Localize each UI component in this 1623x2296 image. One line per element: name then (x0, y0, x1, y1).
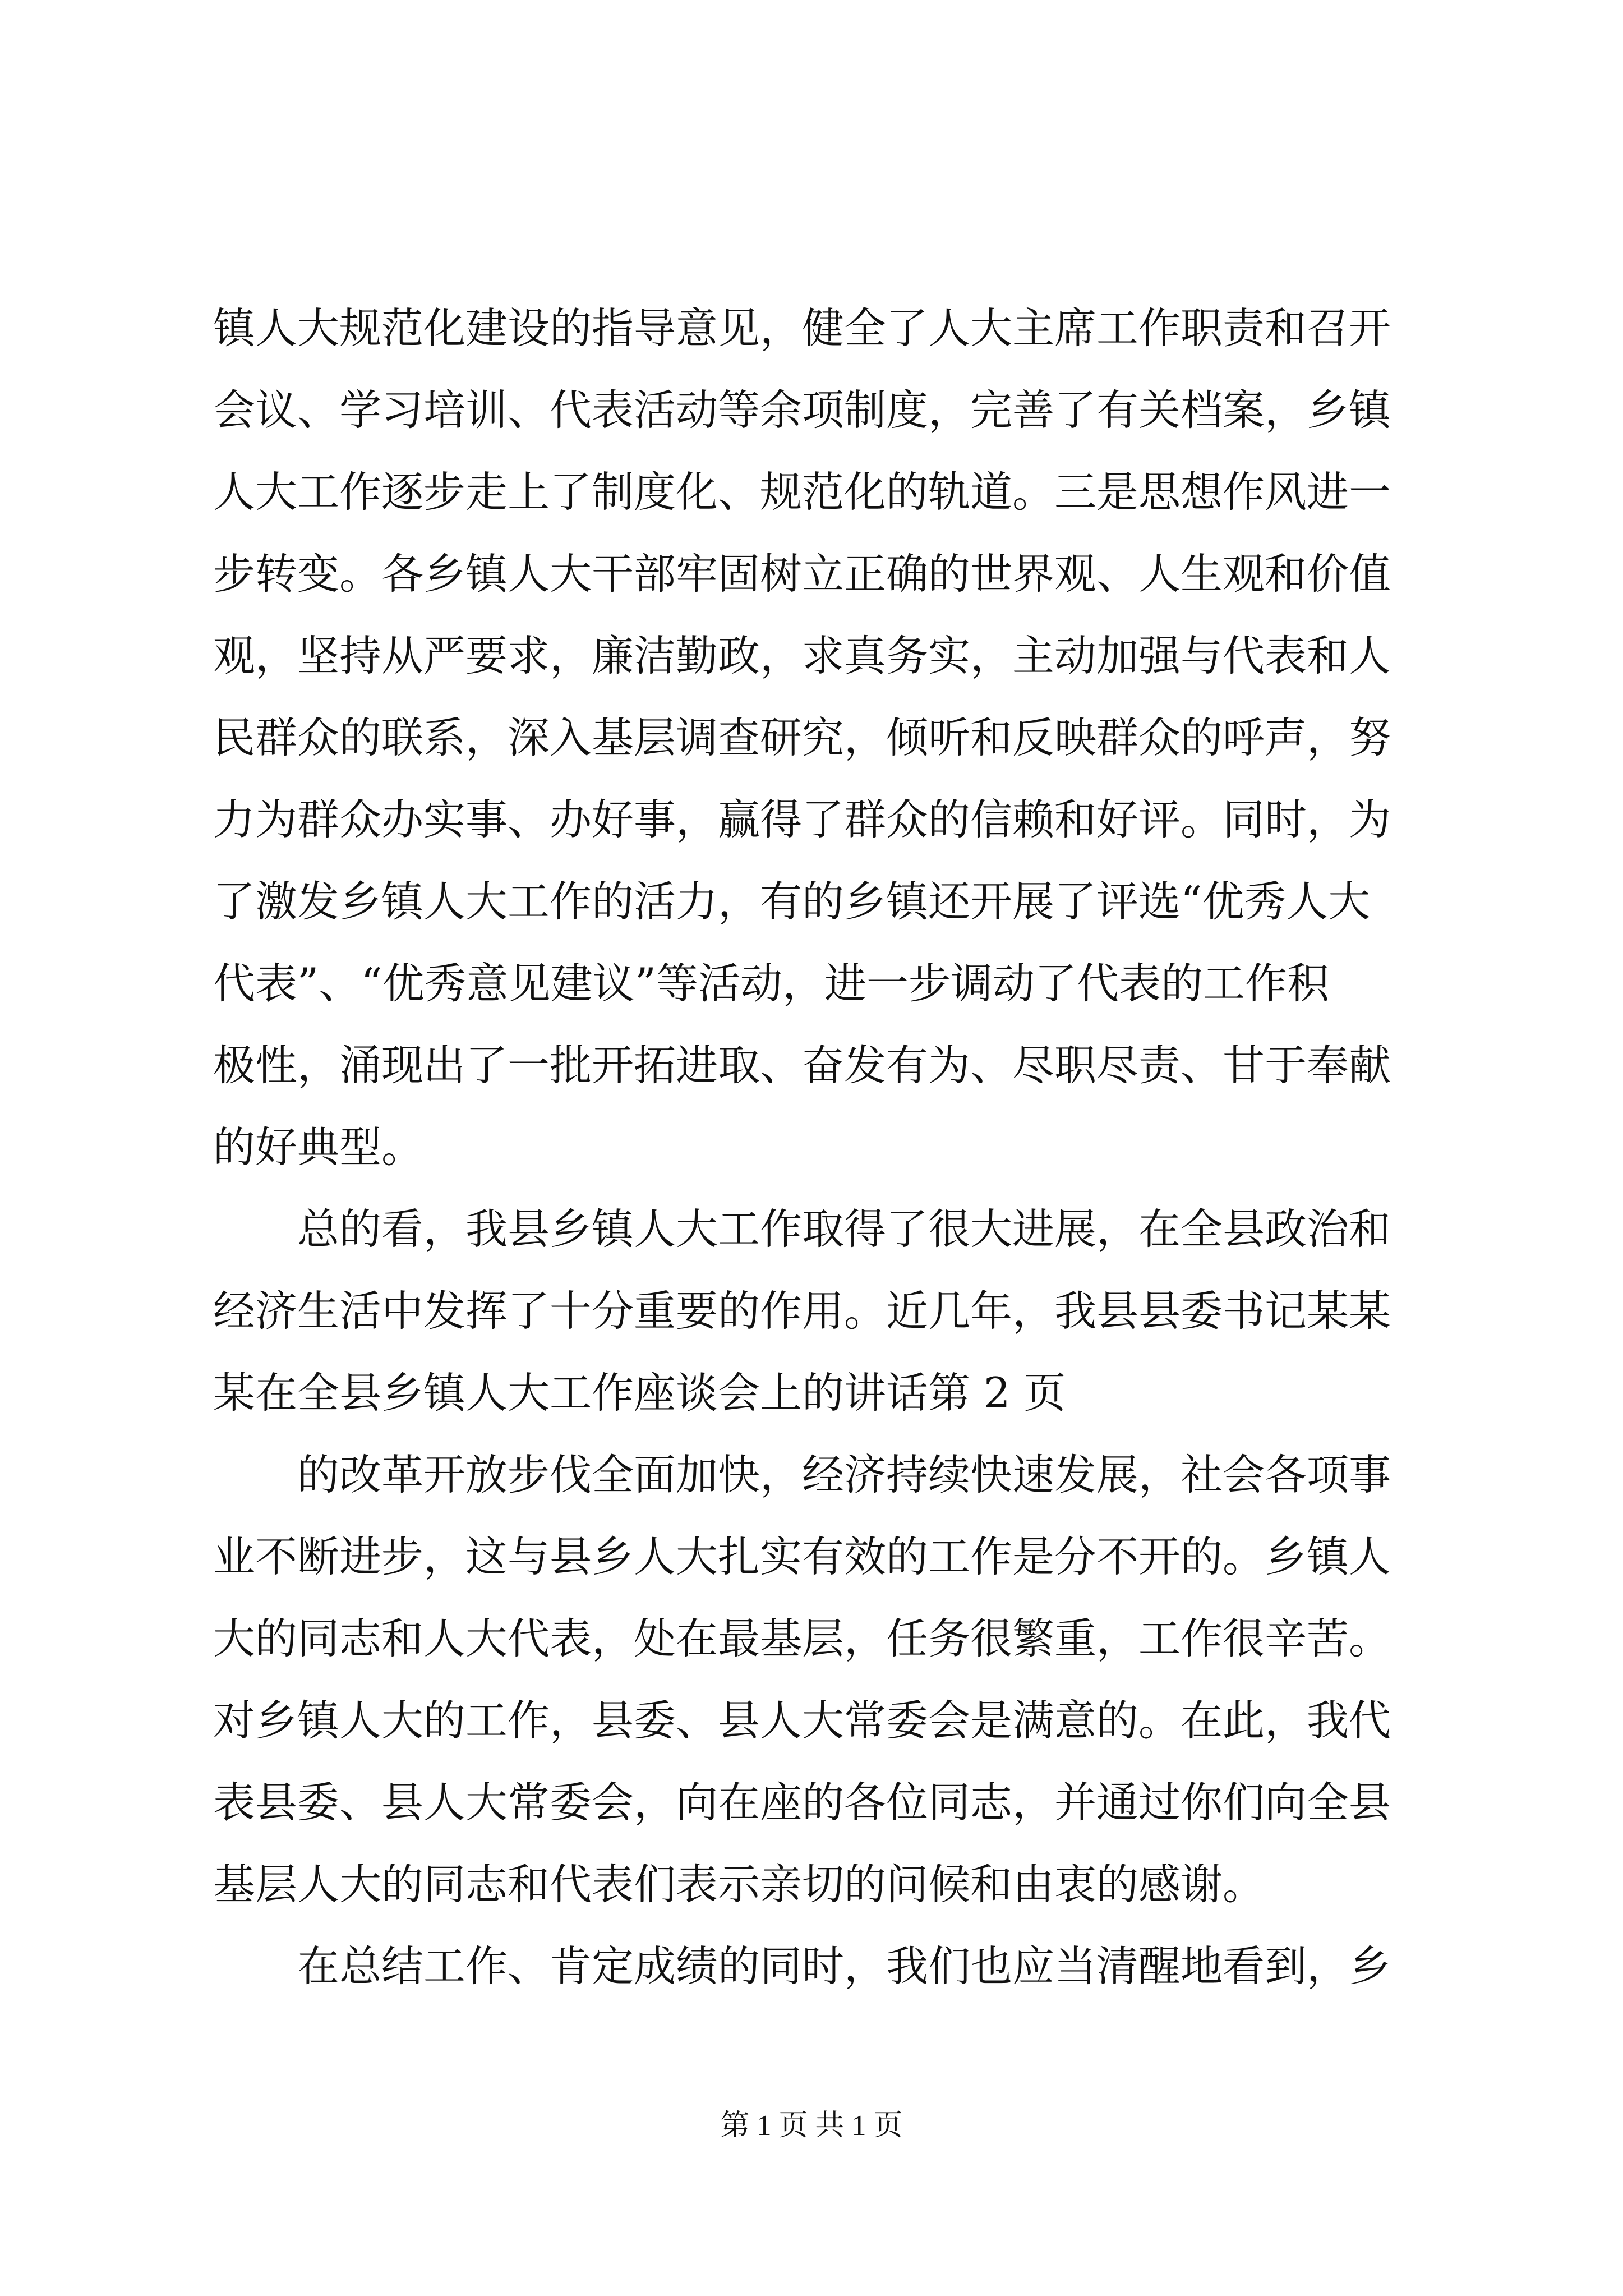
page-number-label: 第 1 页 共 1 页 (720, 2110, 903, 2142)
text-line: 的改革开放步伐全面加快，经济持续快速发展，社会各项事 (213, 1450, 1391, 1499)
text-line: 某在全县乡镇人大工作座谈会上的讲话第 2 页 (213, 1368, 1066, 1418)
text-line: 大的同志和人大代表，处在最基层，任务很繁重，工作很辛苦。 (213, 1614, 1391, 1663)
text-line: 对乡镇人大的工作，县委、县人大常委会是满意的。在此，我代 (213, 1696, 1391, 1745)
text-line: 观，坚持从严要求，廉洁勤政，求真务实，主动加强与代表和人 (213, 631, 1391, 680)
text-line: 民群众的联系，深入基层调查研究，倾听和反映群众的呼声，努 (213, 713, 1391, 762)
text-line: 在总结工作、肯定成绩的同时，我们也应当清醒地看到，乡 (213, 1941, 1391, 1991)
text-line: 表县委、县人大常委会，向在座的各位同志，并通过你们向全县 (213, 1778, 1391, 1827)
text-line: 镇人大规范化建设的指导意见，健全了人大主席工作职责和召开 (213, 303, 1391, 353)
text-line: 人大工作逐步走上了制度化、规范化的轨道。三是思想作风进一 (213, 467, 1391, 517)
page-footer (0, 2106, 1623, 2146)
text-line: 基层人大的同志和代表们表示亲切的问候和由衷的感谢。 (213, 1860, 1265, 1909)
document-body (213, 287, 1419, 2007)
text-line: 业不断进步，这与县乡人大扎实有效的工作是分不开的。乡镇人 (213, 1532, 1391, 1581)
text-line: 代表”、“优秀意见建议”等活动，进一步调动了代表的工作积 (213, 959, 1330, 1008)
text-line: 的好典型。 (213, 1122, 424, 1172)
text-line: 会议、学习培训、代表活动等余项制度，完善了有关档案，乡镇 (213, 385, 1391, 435)
text-line: 总的看，我县乡镇人大工作取得了很大进展，在全县政治和 (213, 1204, 1391, 1254)
text-line: 极性，涌现出了一批开拓进取、奋发有为、尽职尽责、甘于奉献 (213, 1041, 1391, 1090)
text-line: 步转变。各乡镇人大干部牢固树立正确的世界观、人生观和价值 (213, 549, 1391, 599)
text-line: 经济生活中发挥了十分重要的作用。近几年，我县县委书记某某 (213, 1286, 1391, 1336)
text-line: 力为群众办实事、办好事，赢得了群众的信赖和好评。同时，为 (213, 795, 1391, 844)
text-line: 了激发乡镇人大工作的活力，有的乡镇还开展了评选“优秀人大 (213, 877, 1371, 926)
